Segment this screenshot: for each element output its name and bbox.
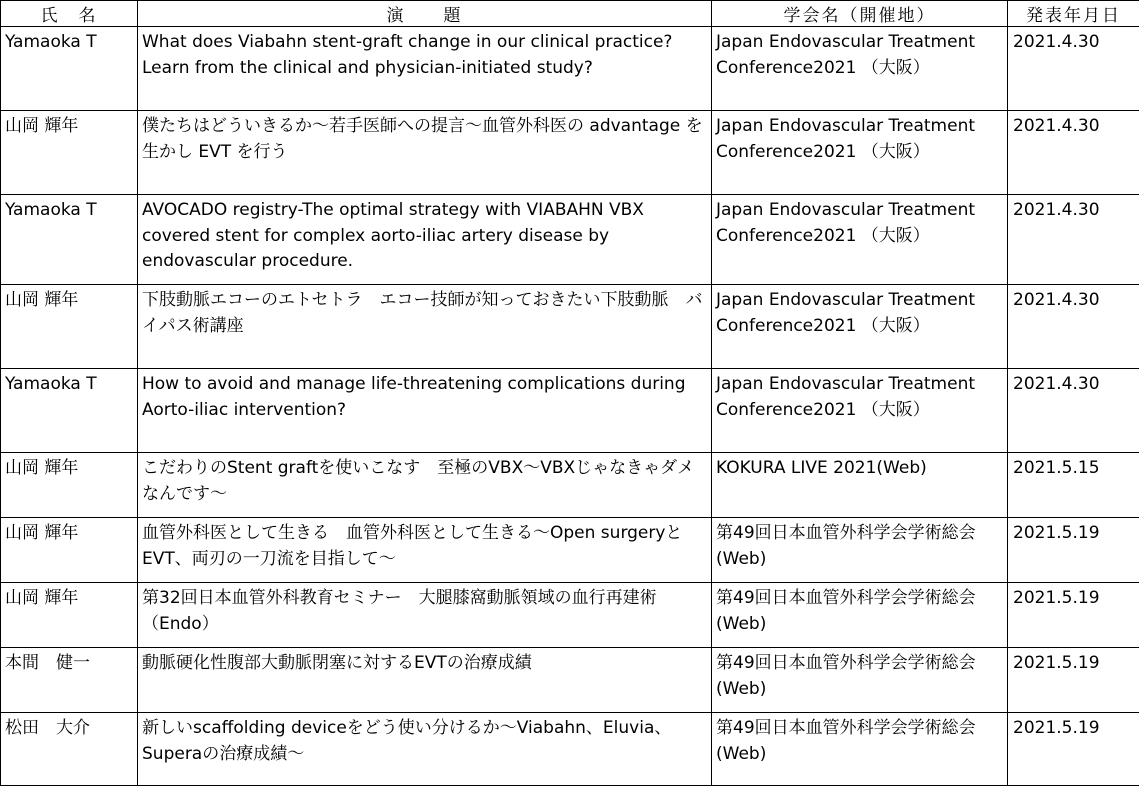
presentation-title: How to avoid and manage life-threatening complications during Aorto-iliac intervention? [138, 369, 712, 453]
presenter-name: 山岡 輝年 [1, 518, 138, 583]
table-row [1, 453, 1139, 518]
conference-name: Japan Endovascular Treatment Conference2021 （大阪） [712, 369, 1008, 453]
presenter-name: 山岡 輝年 [1, 583, 138, 648]
presenter-name: 山岡 輝年 [1, 453, 138, 518]
conference-name: 第49回日本血管外科学会学術総会(Web) [712, 583, 1008, 648]
presenter-name: 本間 健一 [1, 648, 138, 713]
table-row [1, 111, 1139, 195]
presentation-date: 2021.5.19 [1008, 713, 1139, 786]
presentation-date: 2021.5.19 [1008, 583, 1139, 648]
presentation-title: 血管外科医として生きる 血管外科医として生きる～Open surgeryとEVT、両刃の一刀流を目指して～ [138, 518, 712, 583]
conference-name: KOKURA LIVE 2021(Web) [712, 453, 1008, 518]
table-row [1, 27, 1139, 111]
conference-name: 第49回日本血管外科学会学術総会(Web) [712, 713, 1008, 786]
presentation-date: 2021.5.19 [1008, 648, 1139, 713]
presentation-date: 2021.4.30 [1008, 111, 1139, 195]
header-title: 演 題 [138, 1, 712, 27]
presentation-date: 2021.4.30 [1008, 27, 1139, 111]
conference-name: Japan Endovascular Treatment Conference2021 （大阪） [712, 111, 1008, 195]
presentation-title: What does Viabahn stent-graft change in our clinical practice? Learn from the clinical and physician-initiated study? [138, 27, 712, 111]
table-row [1, 713, 1139, 786]
presentation-date: 2021.5.19 [1008, 518, 1139, 583]
header-conference: 学会名（開催地） [712, 1, 1008, 27]
conference-name: Japan Endovascular Treatment Conference2021 （大阪） [712, 27, 1008, 111]
presenter-name: Yamaoka T [1, 195, 138, 285]
presentation-date: 2021.5.15 [1008, 453, 1139, 518]
header-row [1, 1, 1139, 27]
table-row [1, 369, 1139, 453]
presentation-title: 下肢動脈エコーのエトセトラ エコー技師が知っておきたい下肢動脈 バイパス術講座 [138, 285, 712, 369]
table-row [1, 648, 1139, 713]
presenter-name: 山岡 輝年 [1, 285, 138, 369]
header-date: 発表年月日 [1008, 1, 1139, 27]
table-row [1, 583, 1139, 648]
presenter-name: 山岡 輝年 [1, 111, 138, 195]
presentation-title: こだわりのStent graftを使いこなす 至極のVBX～VBXじゃなきゃダメなんです～ [138, 453, 712, 518]
presentation-title: 僕たちはどういきるか～若手医師への提言～血管外科医の advantage を生かし EVT を行う [138, 111, 712, 195]
presentation-title: 第32回日本血管外科教育セミナー 大腿膝窩動脈領域の血行再建術（Endo） [138, 583, 712, 648]
conference-name: Japan Endovascular Treatment Conference2021 （大阪） [712, 285, 1008, 369]
table-row [1, 285, 1139, 369]
presenter-name: Yamaoka T [1, 369, 138, 453]
presenter-name: Yamaoka T [1, 27, 138, 111]
presentation-title: 新しいscaffolding deviceをどう使い分けるか～Viabahn、Eluvia、Superaの治療成績～ [138, 713, 712, 786]
presentation-date: 2021.4.30 [1008, 195, 1139, 285]
presenter-name: 松田 大介 [1, 713, 138, 786]
conference-name: 第49回日本血管外科学会学術総会(Web) [712, 518, 1008, 583]
table-row [1, 518, 1139, 583]
presentation-title: 動脈硬化性腹部大動脈閉塞に対するEVTの治療成績 [138, 648, 712, 713]
presentation-date: 2021.4.30 [1008, 285, 1139, 369]
presentation-date: 2021.4.30 [1008, 369, 1139, 453]
header-name: 氏 名 [1, 1, 138, 27]
presentation-title: AVOCADO registry-The optimal strategy with VIABAHN VBX covered stent for complex aorto-iliac artery disease by endovascular procedure. [138, 195, 712, 285]
table-row [1, 195, 1139, 285]
conference-name: Japan Endovascular Treatment Conference2021 （大阪） [712, 195, 1008, 285]
conference-name: 第49回日本血管外科学会学術総会(Web) [712, 648, 1008, 713]
